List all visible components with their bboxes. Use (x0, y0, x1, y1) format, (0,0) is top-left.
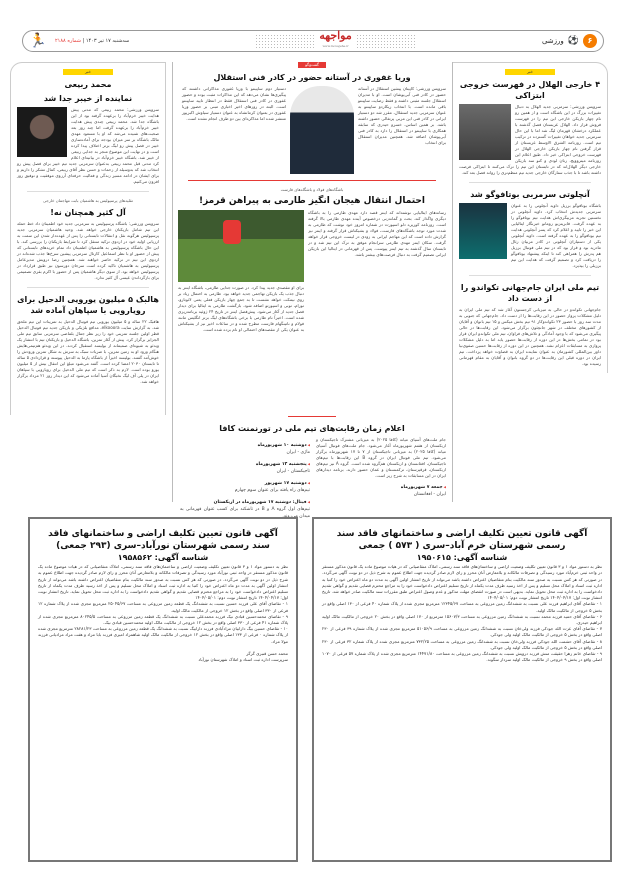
notice-title[interactable]: آگهی قانون تعیین تکلیف اراضی و ساختمانهای فاقد سند رسمی شهرستان خرم آباد–سری ( ۵۷۳ ) جمعی (336, 529, 588, 551)
legal-notice-nourabad (28, 517, 298, 862)
notice-id: شناسه آگهی: ۱۹۵۰۶۱۵ (416, 553, 508, 562)
notice-item: ۱۰ - تقاضای حسین بیگ دارابیان مرادآبادی فرزند دارابیگ نسبت به ششدانگ یک قطعه زمین مزروعی به مساحت ۲۸۲۸۱/۲۳ مترمربع مجزی شده از پلاک شماره ۰ فرعی از ۱۳۳ اصلی واقع در بخش ۱۲ خروجی از مالکیت مالک اولیه شاهمراد امیری فرزند بابا مراد و هفت مراد مرادیانی فرزند مولا مراد. (38, 626, 288, 644)
issue-info: سه‌شنبه ۱۷ تیر ۱۴۰۳ | شماره ۲۱۸۸ (55, 38, 130, 44)
schedule-date: ◀ جمعه ۷ شهریورماه (316, 484, 446, 491)
article-body-left: دستیار دوم ساپینتو با وریا غفوری مذاکراتی داشتند که پیگیری‌ها نشان می‌دهد که این مذاکرات مثبت بوده و حضور غفوری در کادر فنی استقلال فقط در انتظار تایید ساپینتو است. البته در روزهای اخیر اخباری مبنی بر حضور وریا غفوری در بعنوان کرمانشاه به عنوان دستیار سیاوش اکبرپور منتشر شده اما مذاکره‌ای بین دو طرف انجام نشده است. (182, 86, 286, 121)
left-card (10, 62, 166, 415)
column-divider (172, 62, 173, 502)
notice-title[interactable]: آگهی قانون تعیین تکلیف اراضی و ساختمانهای فاقد سند رسمی شهرستان نورآباد–سری (۲۹۳ جمعی) (48, 529, 278, 551)
signature-name: محمد حسن قنبری گرگر (246, 650, 288, 656)
divider (469, 182, 591, 183)
article-text: جام ملت‌های آسیای میانه (کافا ۲۰۲۵) به میزبانی مشترک تاجیکستان و ازبکستان از هفتم شهریورماه آغاز می‌شود. جام ملت‌های فوتبال آسیای میانه (کافا ۲۰۲۵) به میزبانی تاجیکستان از ۷ تا ۱۷ شهریورماه برگزار می‌شود. تیم ملی فوتبال ایران در گروه B این رقابت‌ها با تیم‌های تاجیکستان، افغانستان و ازبکستان هم‌گروه شده است. گروه A نیز تیم‌های ازبکستان، قرقیزستان، ترکمنستان و عمان حضور دارند. برنامه دیدارهای ایران در این مسابقات به شرح زیر است. (316, 437, 446, 478)
article-body-right: رسانه‌های ایتالیایی نوشته‌اند که اینتر قصد دارد مهدی طارمی را به باشگاه دیگری واگذار کند. بحث و گمانه‌زنی درخصوص آینده مهدی طارمی بالا گرفته است. روزنامه کوریره دلو اسپورت در شماره امروز خود نوشت که طارمی به شدت مورد توجه باشگاه‌های فارست، فولاد و بشیکتاش قرار گرفته و اینتر نیز گزارش داده است که این مهاجم ایرانی به زودی در لیست خروجی قرار خواهد گرفت. سکان اینتر مهدی طارمی سرانجام موفق به ترک این تیم شد و در تابستان سال گذشته به تیم اینتر پیوست. پس از قهرمانی در ایتالیا این بازیکن ایرانی تصمیم گرفت به دنبال فرصت‌های بیشتر باشد. (308, 210, 446, 257)
divider (288, 416, 336, 417)
dot-pattern-left (255, 34, 315, 48)
news-tag: خبر (505, 69, 555, 75)
article-body: سرویس ورزشی: محمد ربیعی که مدتی پیش هدایت خیبر خرم‌آباد را برعهده گرفته بود از این باشگاه جدا شد. محمد ربیعی چندی پیش هدایت خیبر خرم‌آباد را برعهده گرفت اما چند روز بعد صحبت‌های شنیده می‌شد که او با مسعود مهدی مالک باشگاه بر سر میزان بودجه برای آماده‌سازی خیبر در فصل پیش رو لیگ برتر اختلاف پیدا کرده است و در نهایت این موضوع منجر به جدایی ربیعی از خیبر شد. باشگاه خیبر خرم‌آباد در بیانیه‌ای اعلام کرد مدتی قبل محمد ربیعی به‌عنوان سرمربی جدید تیم خیبر برای فصل پیش رو انتخاب شد که به‌وسیله از زحمات و حسن نظر آقای ربیعی، کمال تشکر را داریم و برای ایشان در ادامه مسیر زندگی و فعالیت حرفه‌ای آرزوی موفقیت و توفیق روز افزون می‌کنیم. (17, 107, 159, 184)
schedule-date: ◀ دوشنبه ۱۷ شهریور (180, 480, 310, 487)
headline-line2[interactable]: نماینده از خیبر جدا شد (43, 94, 133, 103)
article-row (178, 437, 446, 520)
headline[interactable]: تیم ملی ایران جام‌جهانی تکواندو را از دست داد (460, 283, 600, 303)
notice-item: ۱ - تقاضای آقای علی فرزند حسین نسبت به ششدانگ یک قطعه زمین مزروعی به مساحت ۲۵۰۴۵/۶۷ مترمربع مجزی شده از پلاک شماره ۱۲ فرعی از ۳۳۰ اصلی واقع در بخش ۱۲ خروجی از مالکیت مالک اولیه. (38, 601, 288, 613)
news-tag: خبر (63, 69, 113, 75)
article-body: سرویس ورزشی: سرمربی جدید الهلال به دنبال تغییرات بزرگ در این باشگاه است و از همین رو نام چهار بازیکن خارجی این تیم را در فهرست فروش قرار داد. الهلال عربستان فصل گذشته با عملکرد درخشان قهرمان لیگ شد اما با این حال سرمربی جدید خواهان تغییرات گسترده در ترکیب تیم است. روزنامه الشرق الاوسط عربستان از قرار گرفتن نام چهار بازیکن خارجی الهلال در فهرست خروجی ابتزاکی خبر داد. طبق اعلام این روزنامه میتروویچ، رنان لودی و کنو سه بازیکن خارجی دیگر الهلال‌اند که در تابستان این تیم را ترک می‌کنند تا ابتزاکی فرصت داشته باشد تا با جذب ستارگان خارجی جدید تیم منظم‌تری را روانه فصل بعد کند. (459, 104, 601, 175)
schedule-match: تیم‌های اول گروه A و B در تاشکند برای کسب عنوان قهرمانی به میدان می‌روند. (180, 507, 310, 519)
newspaper-logo[interactable] (319, 30, 351, 52)
runner-icon: 🏃 (29, 33, 47, 49)
player-shirt (223, 220, 241, 244)
schedule-item (316, 484, 446, 498)
notice-item: ۹ - تقاضای محمدحسین قبادی نیک فرزند محمدعلی نسبت به ششدانگ یک قطعه زمین مزروعی به مساحت ۸۰۲۴۵/۵ مترمربع مجزی شده از پلاک شماره ۴۱ فرعی از ۳۳۰ اصلی واقع در بخش ۱۲ خروجی از مالکیت مالک اولیه محمدحسین قبادی نیک. (38, 613, 288, 626)
schedule-date: ◀ فینال: دوشنبه ۱۷ شهریورماه در ازبکستان (180, 499, 310, 506)
notice-body: نظر به دستور مواد ۱ و ۳ قانون تعیین تکلیف وضعیت اراضی و ساختمان‌های فاقد سند رسمی، املاک متقاضیانی که در هیات موضوع ماده یک قانون مذکور مستقر در واحد ثبتی خرم‌آباد مورد رسیدگی و تصرفات مالکانه و بلامعارض آنان محرز و رای لازم صادر گردیده جهت اطلاع عموم به شرح ذیل در دو نوبت آگهی می‌گردد. در صورتی که هر کس نسبت به صدور سند مالکیت بنام متقاضیان اعتراض داشته باشد می‌تواند از تاریخ انتشار اولین آگهی به مدت دو ماه اعتراض خود را کتبا به اداره ثبت اسناد و املاک محل تسلیم و پس از اخذ رسید ظرف مدت یکماه از تاریخ تسلیم اعتراض دادخواست خود را به مراجع محترم قضایی تقدیم و گواهی تقدیم دادخواست را به اداره ثبت محل تحویل نماید. بدیهی است در صورت انقضای مهلت مذکور و عدم وصول اعتراض طبق مقررات سند مالکیت صادر خواهد شد. تاریخ انتشار نوبت اول: ۱۴۰۴/۰۴/۱۷ تاریخ انتشار نوبت دوم: ۱۴۰۴/۰۵/۰۱ (322, 564, 603, 601)
left-column (10, 62, 166, 415)
schedule-date: ◀ پنجشنبه ۱۳ شهریورماه (180, 461, 310, 468)
right-card (452, 62, 608, 373)
divider (469, 275, 591, 276)
legal-notice-khorramabad (312, 517, 612, 862)
kicker: باشگاه‌های فولاد و باشگاه‌های فارست (280, 187, 344, 192)
notice-item: ۱ - تقاضای آقای ابراهیم فرزند علی نسبت به ششدانگ زمین مزروعی به مساحت ۱۲۳۴۵/۶۷ مترمربع مجزی شده از پلاک شماره ۴۰ فرعی از ۱۳۰ اصلی واقع در بخش ۵ خروجی از مالکیت مالک اولیه. (322, 601, 602, 613)
article-body-left: برای او مقصدی جدید پیدا کرد. در صورت جدایی طارمی، باشگاه اینتر به دنبال جذب یک بازیکن تهاجمی جدید خواهد بود. طارمی به احتمال زیاد بر روی نیمکت خواهد نشست تا به جمع چهار بازیکن فعلی یعنی لائوتارو، تورام، توبی و اسپورتو اضافه شود. بازگشت طارمی به ایتالیا برای دیدار فصل جدید از آغاز می‌شود. پیش‌فصل اینتر در تاریخ ۲۴ ژوئیه برنامه‌ریزی شده است. اخیراً نام طارمی با برخی باشگاه‌های لیگ برتر انگلیس مانند فولام و ناتینگهام فارست مطرح شده و در ساعات اخیر نیز از بشیکتاش به عنوان یکی از مقصدهای احتمالی او نام برده شده است. (178, 285, 304, 332)
logo-area (255, 30, 415, 52)
schedule-match: ماژی - ایران (286, 450, 310, 455)
divider (27, 287, 149, 288)
issue-date: سه‌شنبه ۱۷ تیر ۱۴۰۳ (85, 38, 130, 44)
section-icon: ⚽ (567, 36, 579, 46)
interview-tag: گفت‌وگو (298, 62, 326, 68)
schedule-date: ◀ دوشنبه ۱۰ شهریورماه (180, 442, 310, 449)
article-left (178, 210, 304, 410)
headline[interactable]: اعلام زمان رقابت‌های تیم ملی در تورنمنت کافا (219, 424, 405, 433)
kicker: تقلیدهای پرسپولیس به هاشمیان بابت مهاجمان خارجی (43, 198, 133, 203)
signature-title: سرپرست اداره ثبت اسناد و املاک شهرستان نورآباد (198, 657, 288, 663)
article-body: سرویس ورزشی: باشگاه پرسپولیس به سرمربی جدید خود اطمینان داد خط حمله این تیم شامل بازیکنان خارجی خواهد شد. وحید هاشمیان سرمربی جدید پرسپولیس هرگونه نقل و انتقالات تابستانی را پس از عهده‌دار شدن این سمت به ارزیابی اولیه خود در اردوی ترکیه منتقل کرد تا شرایط بازیکنان را بررسی کند. با این حال باشگاه پرسپولیس به هاشمیان اطمینان داد تمام خریدهای تابستانی که پیش از حضور او با نظر اسماعیل کارتال سرمربی پیشین سرخ‌ها جذب شده‌اند در اردوی این تیم در ترکیه حاضر خواهند شد. همچنین رضا درویش مدیرعامل پرسپولیس به هاشمیان تاکید کرده است سرجان دورسون نیز طبق قرارداد در پرسپولیس خواهد بود. از سوی دیگر هاشمیان پس از حضور با اکرم بقری تصمیمی برای بازگرداندن عیسی آل کثیر ندارد. (17, 221, 159, 280)
article-body: باشگاه بوتافوگو برزیل داوید آنچلوتی را به عنوان سرمربی جدیدش انتخاب کرد. داوید آنچلوتی در نخستین تجربه مربیگری‌اش هدایت تیم بوتافوگو را به عهده گرفت. فابریتزیو رومانو خبرنگار ایتالیایی این خبر را تایید و اعلام کرد که پسر آنچلوتی هدایت تیم بوتافوگو را به عهده گرفته است. داوید آنچلوتی یکی از دستیاران آنچلوتی در کادر مربیان رئال مادرید بود و قرار بود که در تیم ملی فوتبال برزیل هم پدرش را همراهی کند تا اینکه پیشنهاد بوتافوگو را دریافت کرد و تصمیم گرفت که هدایت این تیم برزیلی را بپذیرد. (511, 203, 601, 268)
schedule-list (180, 437, 310, 520)
headline-line1[interactable]: محمد ربیعی (64, 80, 112, 89)
notice-item: ۹ - تقاضای خانم زهرا حقیقت منش فرزند درویش نسبت به ششدانگ زمین مزروعی به مساحت ۱۴۴۷۱/۸۰ مترمربع مجزی شده از پلاک شماره ۵۷ فرعی از ۱۰۷۰ اصلی واقع در بخش ۹ خروجی از مالکیت مالک اولیه سردار سگوند. (322, 651, 602, 663)
article-body: جام‌جهانی تکواندو در حالی به میزبانی کرجستون آغاز شد که تیم ملی ایران به دلیل مشکلات پرواز حضور در این رقابت‌ها را از دست داد. جام‌جهانی که جنوبی به مدت سه روز با حضور ۲۳ تکواندوکار ۹۱ تیم بخش میکس و ۱۵ تیم بانوان و آقایان از کشورهای مختلف در شهر جانچئون برگزار می‌شود. این رقابت‌ها در حالی پیگیری می‌شود که با وجود آمادگی و تلاش‌های فراوان، تیم ملی تکواندو ایران قرار بود در تمامی بخش‌ها در این دوره از رقابت‌ها حضور یابد اما به دلیل مشکلات پروازی به مسابقات اعزام نشد. همچنین در این دوره از رقابت‌ها حسین صفوی‌نیا داور بین‌المللی کشورمان به عنوان نماینده ایران به قضاوت خواهد پرداخت. تیم ایران در دوره قبلی این رقابت‌ها در دو گروه بانوان و آقایان به مقام قهرمانی رسیده بود. (459, 307, 601, 366)
taremi-photo (178, 210, 304, 282)
section-label (542, 34, 597, 48)
issue-number: شماره ۲۱۸۸ (55, 38, 81, 44)
headline[interactable]: وریا غفوری در آستانه حضور در کادر فنی استقلال (213, 73, 411, 82)
ghafouri-photo (290, 86, 354, 174)
notice-item: ۶ - تقاضای آقای حمید فرزند محمد نسبت به ششدانگ زمین مزروعی به مساحت ۱۵۶۰۷/۳ مترمربع از ۱۷۰ اصلی واقع در بخش ۲۰ خروجی از مالکیت مالک اولیه ابراهیم حیدری. (322, 613, 602, 626)
right-column (452, 62, 608, 373)
article-body-right: سرویس ورزشی: کاپیتان پیشین استقلال در آستانه حضور در کادر فنی آبی‌پوشان است. او با مدیران استقلال جلسه مثبتی داشته و فقط رضایت ساپینتو باقی مانده است. با انتخاب ریکاردو ساپینتو به عنوان سرمربی جدید استقلال، مقرر شد دو دستیار ایرانی در کادر فنی این مربی پرتغالی حضور داشته باشد. بر همین اساس، خسرو حیدری که سابقه همکاری با ساپینتو در استقلال را دارد به کادر فنی آبی‌پوشان اضافه شد. همچنین مدیران استقلال برای انتخاب (358, 86, 446, 145)
article-body: هافبک ۲۲ ساله و ۵ میلیون یورویی تیم فوتبال الدحیل به تمرینات این تیم ملحق شد. به گزارش سایت elkooora، مدافع بلژیکی و بازیکن جدید تیم فوتبال الدحیل قطر اولین جلسه تمرینی خود را زیر نظر جمال بلماضی سرمربی سابق تیم ملی الجزایر برگزار کرد. پیش از آغاز تمرین، باشگاه الدحیل و بازیکنان تیم با انتشار یک ویدئو به شیوه‌ای صمیمانه از بولیسه استقبال کردند. در این ویدئو هم‌تیمی‌هایش هنگام ورود او به زمین تمرین، با ضربات سبک به سرش به شکل تمرین ورودش را خوش‌آمد گفتند. بولیسه اخیراً از باشگاه پارما به الدحیل پیوسته و قراردادی ۵ ساله تا تابستان ۲۰۳۰ امضا کرده است. گفته می‌شود مبلغ این انتقال بیش از ۵ میلیون یورو بوده است. لازم به ذکر است که تیم ملی الدحیل برای رویارویی با سپاهان ایران در پلی آف لیگ نخبگان آسیا آماده می‌شود که این دیدار روز ۲۱ مرداد برگزار خواهد شد. (17, 319, 159, 384)
coach-photo (459, 104, 511, 160)
headline[interactable]: آنچلوتی سرمربی بوتافوگو شد (470, 190, 590, 199)
dot-pattern-right (356, 34, 416, 48)
schedule-match: تاجیکستان - ایران (276, 469, 310, 474)
headline[interactable]: آل کثیر همچنان نه! (50, 208, 126, 217)
section-name: ورزشی (541, 37, 564, 45)
divider (27, 191, 149, 192)
rabiei-photo (17, 107, 67, 157)
schedule-match: تیم‌های راه یافته برای عنوان سوم چهارم (234, 488, 310, 493)
logo-url: www.movajehe.ir (322, 44, 349, 48)
column-divider (452, 62, 453, 502)
header-left (29, 32, 129, 50)
article-body (316, 437, 446, 520)
center-column (178, 62, 446, 520)
headline[interactable]: ۴ خارجی الهلال در فهرست خروجی ابتزاکی (459, 80, 601, 100)
article-row (178, 210, 446, 410)
notice-item: ۷ - تقاضای آقای عزت الله جودکی فرزند ولی‌خان نسبت به ششدانگ زمین مزروعی به مساحت ۵۱۰۵۶/۹ مترمربع مجزی شده از پلاک شماره ۳۹ فرعی از ۲۳۰ اصلی واقع در بخش ۵ خروجی از مالکیت مالک اولیه ولی جودکی. (322, 626, 603, 638)
notice-id: شناسه آگهی: ۱۹۵۸۵۶۲ (117, 553, 209, 562)
ancelotti-photo (459, 203, 507, 259)
page-number-badge: ۶ (583, 34, 597, 48)
page-header (22, 30, 604, 52)
logo-text: مواجهه (319, 29, 352, 42)
divider (188, 180, 436, 181)
schedule-match: ایران - افغانستان (413, 492, 446, 497)
notice-body: نظر به دستور مواد ۱ و ۳ قانون تعیین تکلیف وضعیت اراضی و ساختمان‌های فاقد سند رسمی، املاک متقاضیانی که در هیات موضوع ماده یک قانون مذکور مستقر در واحد ثبتی نورآباد مورد رسیدگی و تصرفات مالکانه و بلامعارض آنان محرز و رای لازم صادر گردیده جهت اطلاع عموم به شرح ذیل در دو نوبت آگهی می‌گردد. در صورتی که هر کس نسبت به صدور سند مالکیت بنام متقاضیان اعتراض داشته باشد می‌تواند از تاریخ انتشار اولین آگهی به مدت دو ماه اعتراض خود را کتبا به اداره ثبت اسناد و املاک محل تسلیم و پس از اخذ رسید ظرف مدت یکماه از تاریخ تسلیم اعتراض دادخواست خود را به مراجع محترم قضایی تقدیم و گواهی تقدیم دادخواست را به اداره ثبت محل تحویل نماید. تاریخ انتشار نوبت اول: ۱۴۰۴/۰۴/۱۷ تاریخ انتشار نوبت دوم: ۱۴۰۴/۰۵/۰۱ (38, 564, 289, 601)
headline[interactable]: احتمال انتقال هیجان انگیز طارمی به پیراهن قرمز! (198, 196, 426, 206)
notice-item: ۸ - تقاضای آقای حشمت الله جودکی فرزند ولی‌خان نسبت به ششدانگ زمین مزروعی به مساحت ۷۳۲/۲۵ مترمربع مجزی شده از پلاک شماره ۳۲ فرعی از ۲۳۰ اصلی واقع در بخش ۵ خروجی از مالکیت مالک اولیه ولی جودکی. (322, 638, 602, 650)
headline[interactable]: هالبک ۵ میلیون یورویی الدحیل برای رویارویی با سپاهان آماده شد (17, 295, 159, 315)
article-row (178, 86, 446, 174)
